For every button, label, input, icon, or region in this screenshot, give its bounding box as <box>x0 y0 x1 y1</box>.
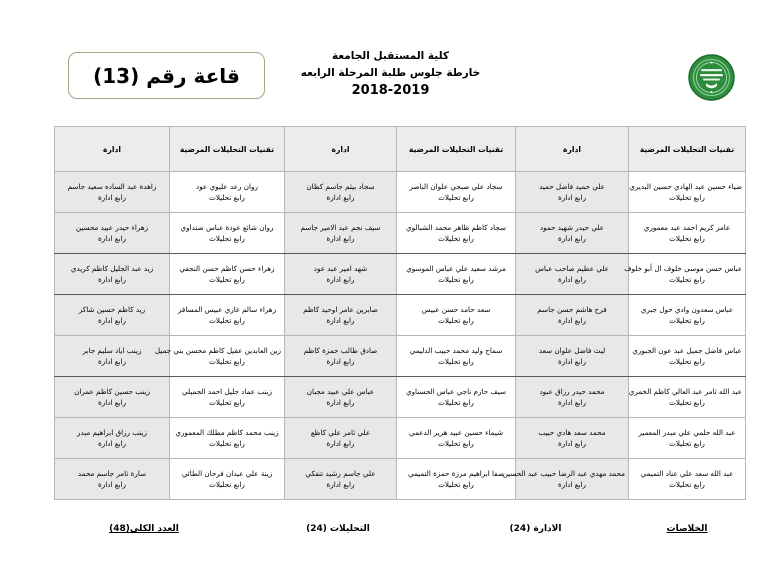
student-name: شيماء حسين عبيد هرير الدعمي <box>408 427 504 437</box>
table-row <box>55 459 746 500</box>
student-cell <box>55 377 170 418</box>
student-stage: رابع ادارة <box>97 316 126 325</box>
chart-title: خارطة جلوس طلبة المرحلة الرابعه <box>300 67 481 79</box>
student-stage: رابع ادارة <box>557 275 586 284</box>
student-stage: رابع تحليلات <box>209 193 245 202</box>
student-name: زينب حسين كاظم عمران <box>74 386 150 396</box>
seating-table-container <box>55 126 746 500</box>
student-name: عباس حسن موسى خلوف ال أبو خلوف <box>624 263 742 273</box>
student-stage: رابع ادارة <box>326 275 355 284</box>
student-cell <box>516 336 629 377</box>
student-name: زيد كاظم حسين شاكر <box>78 304 146 314</box>
student-stage: رابع ادارة <box>557 398 586 407</box>
student-stage: رابع تحليلات <box>669 398 705 407</box>
table-row <box>55 377 746 418</box>
column-header-lab-3: تقنيات التحليلات المرضية <box>170 127 285 172</box>
student-name: زينب محمد كاظم مطلك المعموري <box>175 427 279 437</box>
student-name: سماح وليد محمد حبيب الدليمي <box>409 345 503 355</box>
student-stage: رابع تحليلات <box>669 316 705 325</box>
student-stage: رابع تحليلات <box>669 193 705 202</box>
student-name: عباس فاضل جميل عبد عون الجبوري <box>632 345 742 355</box>
student-cell <box>55 213 170 254</box>
student-stage: رابع تحليلات <box>209 275 245 284</box>
student-stage: رابع تحليلات <box>669 357 705 366</box>
student-name: عباس علي عبيد مجبان <box>306 386 375 396</box>
student-name: زهراء حسن كاظم حسن النجفي <box>179 263 275 273</box>
student-cell <box>516 254 629 295</box>
seating-table <box>54 126 746 500</box>
student-cell <box>397 295 516 336</box>
student-stage: رابع تحليلات <box>209 398 245 407</box>
student-cell <box>55 254 170 295</box>
student-cell <box>516 295 629 336</box>
student-name: علي عظيم صاحب عباس <box>535 263 609 273</box>
table-row <box>55 295 746 336</box>
student-cell <box>170 418 285 459</box>
student-stage: رابع ادارة <box>326 193 355 202</box>
student-cell <box>629 213 746 254</box>
student-stage: رابع ادارة <box>97 439 126 448</box>
table-row <box>55 213 746 254</box>
student-name: زين العابدين عقيل كاظم محسن بني جميل <box>154 345 281 355</box>
student-name: سجاد كاظم ظاهر محمد الشبالوي <box>406 222 506 232</box>
student-cell <box>629 377 746 418</box>
student-cell <box>629 418 746 459</box>
student-cell <box>629 172 746 213</box>
student-cell <box>516 418 629 459</box>
student-name: صابرين عامر اوحيد كاظم <box>303 304 378 314</box>
student-stage: رابع تحليلات <box>669 480 705 489</box>
student-name: سجاد بيثم جاسم كظان <box>306 181 375 191</box>
student-stage: رابع ادارة <box>557 357 586 366</box>
table-row <box>55 254 746 295</box>
student-cell <box>170 213 285 254</box>
student-stage: رابع ادارة <box>326 357 355 366</box>
student-cell <box>629 295 746 336</box>
student-stage: رابع تحليلات <box>209 316 245 325</box>
student-name: صفا ابراهيم مرزة حمزة التميمي <box>408 468 504 478</box>
academic-year: 2018-2019 <box>351 83 430 98</box>
column-header-admin-2: ادارة <box>285 127 397 172</box>
student-cell <box>55 336 170 377</box>
footer-summary-label: الخلاصات <box>666 524 708 534</box>
student-stage: رابع ادارة <box>97 234 126 243</box>
student-cell <box>170 254 285 295</box>
student-name: زيد عبد الجليل كاظم كريدي <box>70 263 154 273</box>
student-cell <box>502 459 629 500</box>
student-stage: رابع ادارة <box>97 193 126 202</box>
student-stage: رابع ادارة <box>326 316 355 325</box>
student-name: محمد سعد هادي حبيب <box>538 427 606 437</box>
student-name: روان شائع عودة عباس صنداوي <box>180 222 274 232</box>
student-name: عبد الله حلمي علي مبدر المعمير <box>638 427 736 437</box>
table-body <box>55 172 746 500</box>
student-cell <box>285 295 397 336</box>
footer-admin-count: الادارة (24) <box>509 524 562 534</box>
student-stage: رابع تحليلات <box>669 234 705 243</box>
student-name: علي ثامر علي كاظع <box>310 427 371 437</box>
footer-lab-count: التحليلات (24) <box>306 524 370 534</box>
student-cell <box>516 213 629 254</box>
student-name: فرح هاشم حسن جاسم <box>537 304 607 314</box>
student-cell <box>55 459 170 500</box>
student-stage: رابع ادارة <box>557 193 586 202</box>
student-stage: رابع ادارة <box>557 480 586 489</box>
footer-summary <box>55 524 746 534</box>
student-cell <box>285 418 397 459</box>
student-name: ضياء حسين عبد الهادي حسين البديري <box>629 181 742 191</box>
student-stage: رابع ادارة <box>97 480 126 489</box>
title-block <box>0 48 781 100</box>
student-name: زينب اياد سليم جابر <box>82 345 142 355</box>
student-name: زينب عماد جليل احمد الجميلي <box>182 386 272 396</box>
student-cell <box>285 459 397 500</box>
student-stage: رابع تحليلات <box>438 398 474 407</box>
student-cell <box>397 336 516 377</box>
column-header-admin-1: ادارة <box>516 127 629 172</box>
table-header-row <box>55 127 746 172</box>
student-stage: رابع ادارة <box>326 480 355 489</box>
student-cell <box>154 336 285 377</box>
student-name: شهد امير عبد عود <box>313 263 368 273</box>
student-cell <box>516 377 629 418</box>
student-cell <box>629 336 746 377</box>
student-cell <box>170 295 285 336</box>
column-header-lab-1: تقنيات التحليلات المرضية <box>629 127 746 172</box>
table-row <box>55 336 746 377</box>
student-name: عباس سعدون وادي حول جبري <box>640 304 734 314</box>
student-cell <box>624 254 746 295</box>
student-cell <box>285 336 397 377</box>
student-stage: رابع ادارة <box>557 234 586 243</box>
student-cell <box>397 172 516 213</box>
student-stage: رابع ادارة <box>557 316 586 325</box>
student-cell <box>285 172 397 213</box>
student-cell <box>55 172 170 213</box>
student-cell <box>397 213 516 254</box>
student-cell <box>55 295 170 336</box>
student-cell <box>285 213 397 254</box>
student-cell <box>397 418 516 459</box>
student-name: علي حميد فاضل حميد <box>539 181 605 191</box>
student-name: عبد الله سعد علي عناد التميمي <box>640 468 734 478</box>
student-stage: رابع تحليلات <box>438 357 474 366</box>
student-name: زاهدة عبد الساده سعيد جاسم <box>67 181 157 191</box>
student-stage: رابع تحليلات <box>438 316 474 325</box>
footer-total-count: العدد الكلي(48) <box>109 524 179 534</box>
student-name: صادق طالب حمزة كاظم <box>303 345 378 355</box>
student-stage: رابع تحليلات <box>438 439 474 448</box>
student-cell <box>397 254 516 295</box>
student-name: علي حيدر شهيد حمود <box>539 222 605 232</box>
college-name: كلية المستقبل الجامعة <box>332 50 449 62</box>
student-stage: رابع تحليلات <box>438 480 474 489</box>
student-stage: رابع تحليلات <box>209 357 245 366</box>
student-stage: رابع ادارة <box>97 357 126 366</box>
student-name: محمد مهدي عبد الرضا حبيب عبد الحسين <box>502 468 625 478</box>
hall-number-label: قاعة رقم (13) <box>93 63 240 88</box>
student-name: زهراء حيدر عبيد محسين <box>75 222 149 232</box>
student-name: مرشد سعيد علي عباس الموسوي <box>406 263 506 273</box>
university-seal-icon <box>688 54 735 101</box>
column-header-admin-3: ادارة <box>55 127 170 172</box>
page-header <box>0 0 781 120</box>
student-cell <box>285 377 397 418</box>
student-name: سارة ثامر جاسم محمد <box>77 468 147 478</box>
student-stage: رابع ادارة <box>326 234 355 243</box>
student-cell <box>629 459 746 500</box>
table-row <box>55 172 746 213</box>
student-stage: رابع تحليلات <box>669 439 705 448</box>
student-stage: رابع ادارة <box>557 439 586 448</box>
student-stage: رابع تحليلات <box>669 275 705 284</box>
student-name: سعد حامد حسن عبيس <box>421 304 491 314</box>
student-stage: رابع تحليلات <box>438 234 474 243</box>
student-name: محمد حيدر رزاق عبود <box>539 386 605 396</box>
student-cell <box>55 418 170 459</box>
student-stage: رابع تحليلات <box>209 234 245 243</box>
student-name: عامر كريم احمد عبد معموري <box>643 222 731 232</box>
student-stage: رابع ادارة <box>97 398 126 407</box>
student-cell <box>397 459 516 500</box>
student-cell <box>397 377 516 418</box>
student-cell <box>516 172 629 213</box>
student-stage: رابع تحليلات <box>438 193 474 202</box>
student-name: سيف حازم ناجي عباس الحسناوي <box>405 386 507 396</box>
student-name: زينب رزاق ابراهيم مبدر <box>76 427 148 437</box>
student-stage: رابع تحليلات <box>209 480 245 489</box>
student-name: سجاد علي صبحي علوان الناصر <box>409 181 503 191</box>
student-cell <box>170 459 285 500</box>
student-name: زينة علي عيدان فرحان الطائي <box>181 468 273 478</box>
column-header-lab-2: تقنيات التحليلات المرضية <box>397 127 516 172</box>
student-cell <box>170 377 285 418</box>
student-stage: رابع ادارة <box>326 398 355 407</box>
table-row <box>55 418 746 459</box>
student-name: زهراء سالم غازي عبيس المسافر <box>177 304 277 314</box>
student-name: ليث فاضل علوان سعد <box>538 345 606 355</box>
student-stage: رابع تحليلات <box>209 439 245 448</box>
student-cell <box>285 254 397 295</box>
student-name: روان رعد عليوي عود <box>196 181 258 191</box>
student-name: علي جاسم رشيد تنفكي <box>305 468 376 478</box>
student-stage: رابع ادارة <box>97 275 126 284</box>
student-stage: رابع ادارة <box>326 439 355 448</box>
student-cell <box>170 172 285 213</box>
student-name: عبد الله ثامر عبد العالي كاظم الخمري <box>628 386 742 396</box>
student-name: سيف نجم عبد الامير جاسم <box>300 222 381 232</box>
student-stage: رابع تحليلات <box>438 275 474 284</box>
